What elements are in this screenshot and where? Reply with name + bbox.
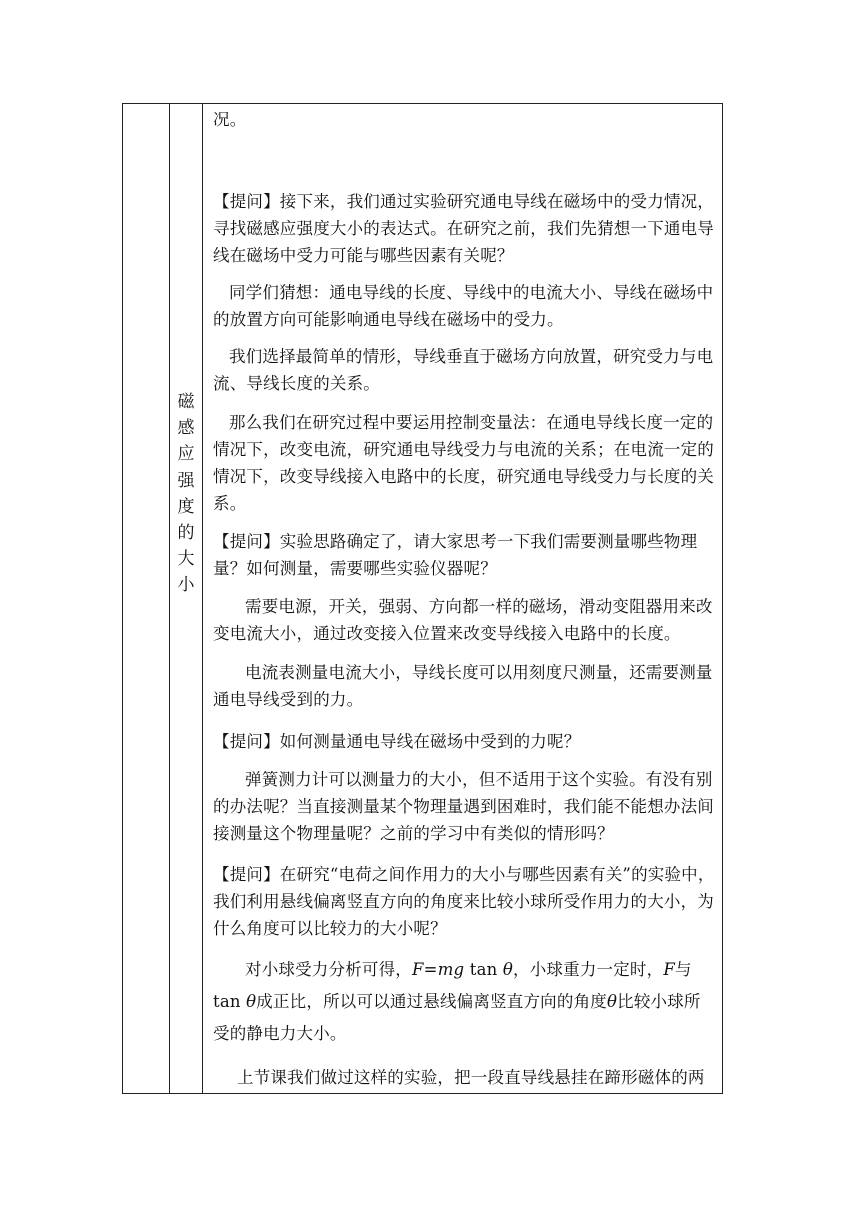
topic-char: 度 <box>177 496 195 517</box>
topic-char: 小 <box>177 575 195 596</box>
math-symbol: θ <box>502 960 514 979</box>
math-symbol: F <box>663 960 675 979</box>
paragraph: 弹簧测力计可以测量力的大小，但不适用于这个实验。有没有别的办法呢？当直接测量某个物理量遇到困难时，我们能不能想办法间接测量这个物理量呢？之前的学习中有类似的情形吗？ <box>213 770 714 843</box>
paragraph: 需要电源，开关，强弱、方向都一样的磁场，滑动变阻器用来改变电流大小，通过改变接入位置来改变导线接入电路中的长度。 <box>213 597 713 643</box>
paragraph: 同学们猜想：通电导线的长度、导线中的电流大小、导线在磁场中的放置方向可能影响通电导线在磁场中的受力。 <box>213 283 714 329</box>
question-paragraph: 【提问】接下来，我们通过实验研究通电导线在磁场中的受力情况，寻找磁感应强度大小的表达式。在研究之前，我们先猜想一下通电导线在磁场中受力可能与哪些因素有关呢？ <box>213 192 714 265</box>
topic-char: 的 <box>177 523 195 544</box>
paragraph: 电流表测量电流大小，导线长度可以用刻度尺测量，还需要测量通电导线受到的力。 <box>213 663 713 709</box>
question-paragraph: 【提问】实验思路确定了，请大家思考一下我们需要测量哪些物理量？如何测量，需要哪些实验仪器呢？ <box>213 532 698 578</box>
formula-text: ，小球重力一定时， <box>513 960 664 979</box>
formula-text: tan <box>464 960 503 979</box>
topic-char: 磁 <box>177 392 195 412</box>
paragraph: 上节课我们做过这样的实验，把一段直导线悬挂在蹄形磁体的两 <box>237 1068 705 1087</box>
formula-text: 成正比，所以可以通过悬线偏离竖直方向的角度 <box>256 992 607 1011</box>
math-symbol: F <box>412 960 424 979</box>
formula-text: 比较小球所受的静电力大小。 <box>213 992 701 1043</box>
paragraph: 那么我们在研究过程中要运用控制变量法：在通电导线长度一定的情况下，改变电流，研究通电导线受力与电流的关系；在电流一定的情况下，改变导线接入电路中的长度，研究通电导线受力与长度的关系。 <box>213 413 714 513</box>
math-symbol: θ <box>606 992 618 1011</box>
math-symbol: mg <box>437 960 465 979</box>
formula-paragraph <box>213 954 715 1050</box>
paragraph: 我们选择最简单的情形，导线垂直于磁场方向放置，研究受力与电流、导线长度的关系。 <box>213 347 714 393</box>
topic-label <box>170 389 202 599</box>
formula-text: 与 tan <box>213 960 692 1011</box>
formula-text: 对小球受力分析可得， <box>245 960 412 979</box>
formula-text: = <box>423 960 438 979</box>
table-column-blank <box>123 104 170 1093</box>
lesson-table <box>122 103 723 1094</box>
topic-char: 强 <box>177 470 195 491</box>
table-column-topic <box>170 104 203 1093</box>
topic-char: 感 <box>177 418 195 439</box>
topic-char: 应 <box>177 444 195 465</box>
topic-char: 大 <box>177 549 195 570</box>
question-paragraph: 【提问】在研究“电荷之间作用力的大小与哪些因素有关”的实验中，我们利用悬线偏离竖直方向的角度来比较小球所受作用力的大小，为什么角度可以比较力的大小呢？ <box>213 865 715 938</box>
question-paragraph: 【提问】如何测量通电导线在磁场中受到的力呢？ <box>213 732 581 751</box>
paragraph: 况。 <box>213 110 247 129</box>
math-symbol: θ <box>246 992 257 1011</box>
